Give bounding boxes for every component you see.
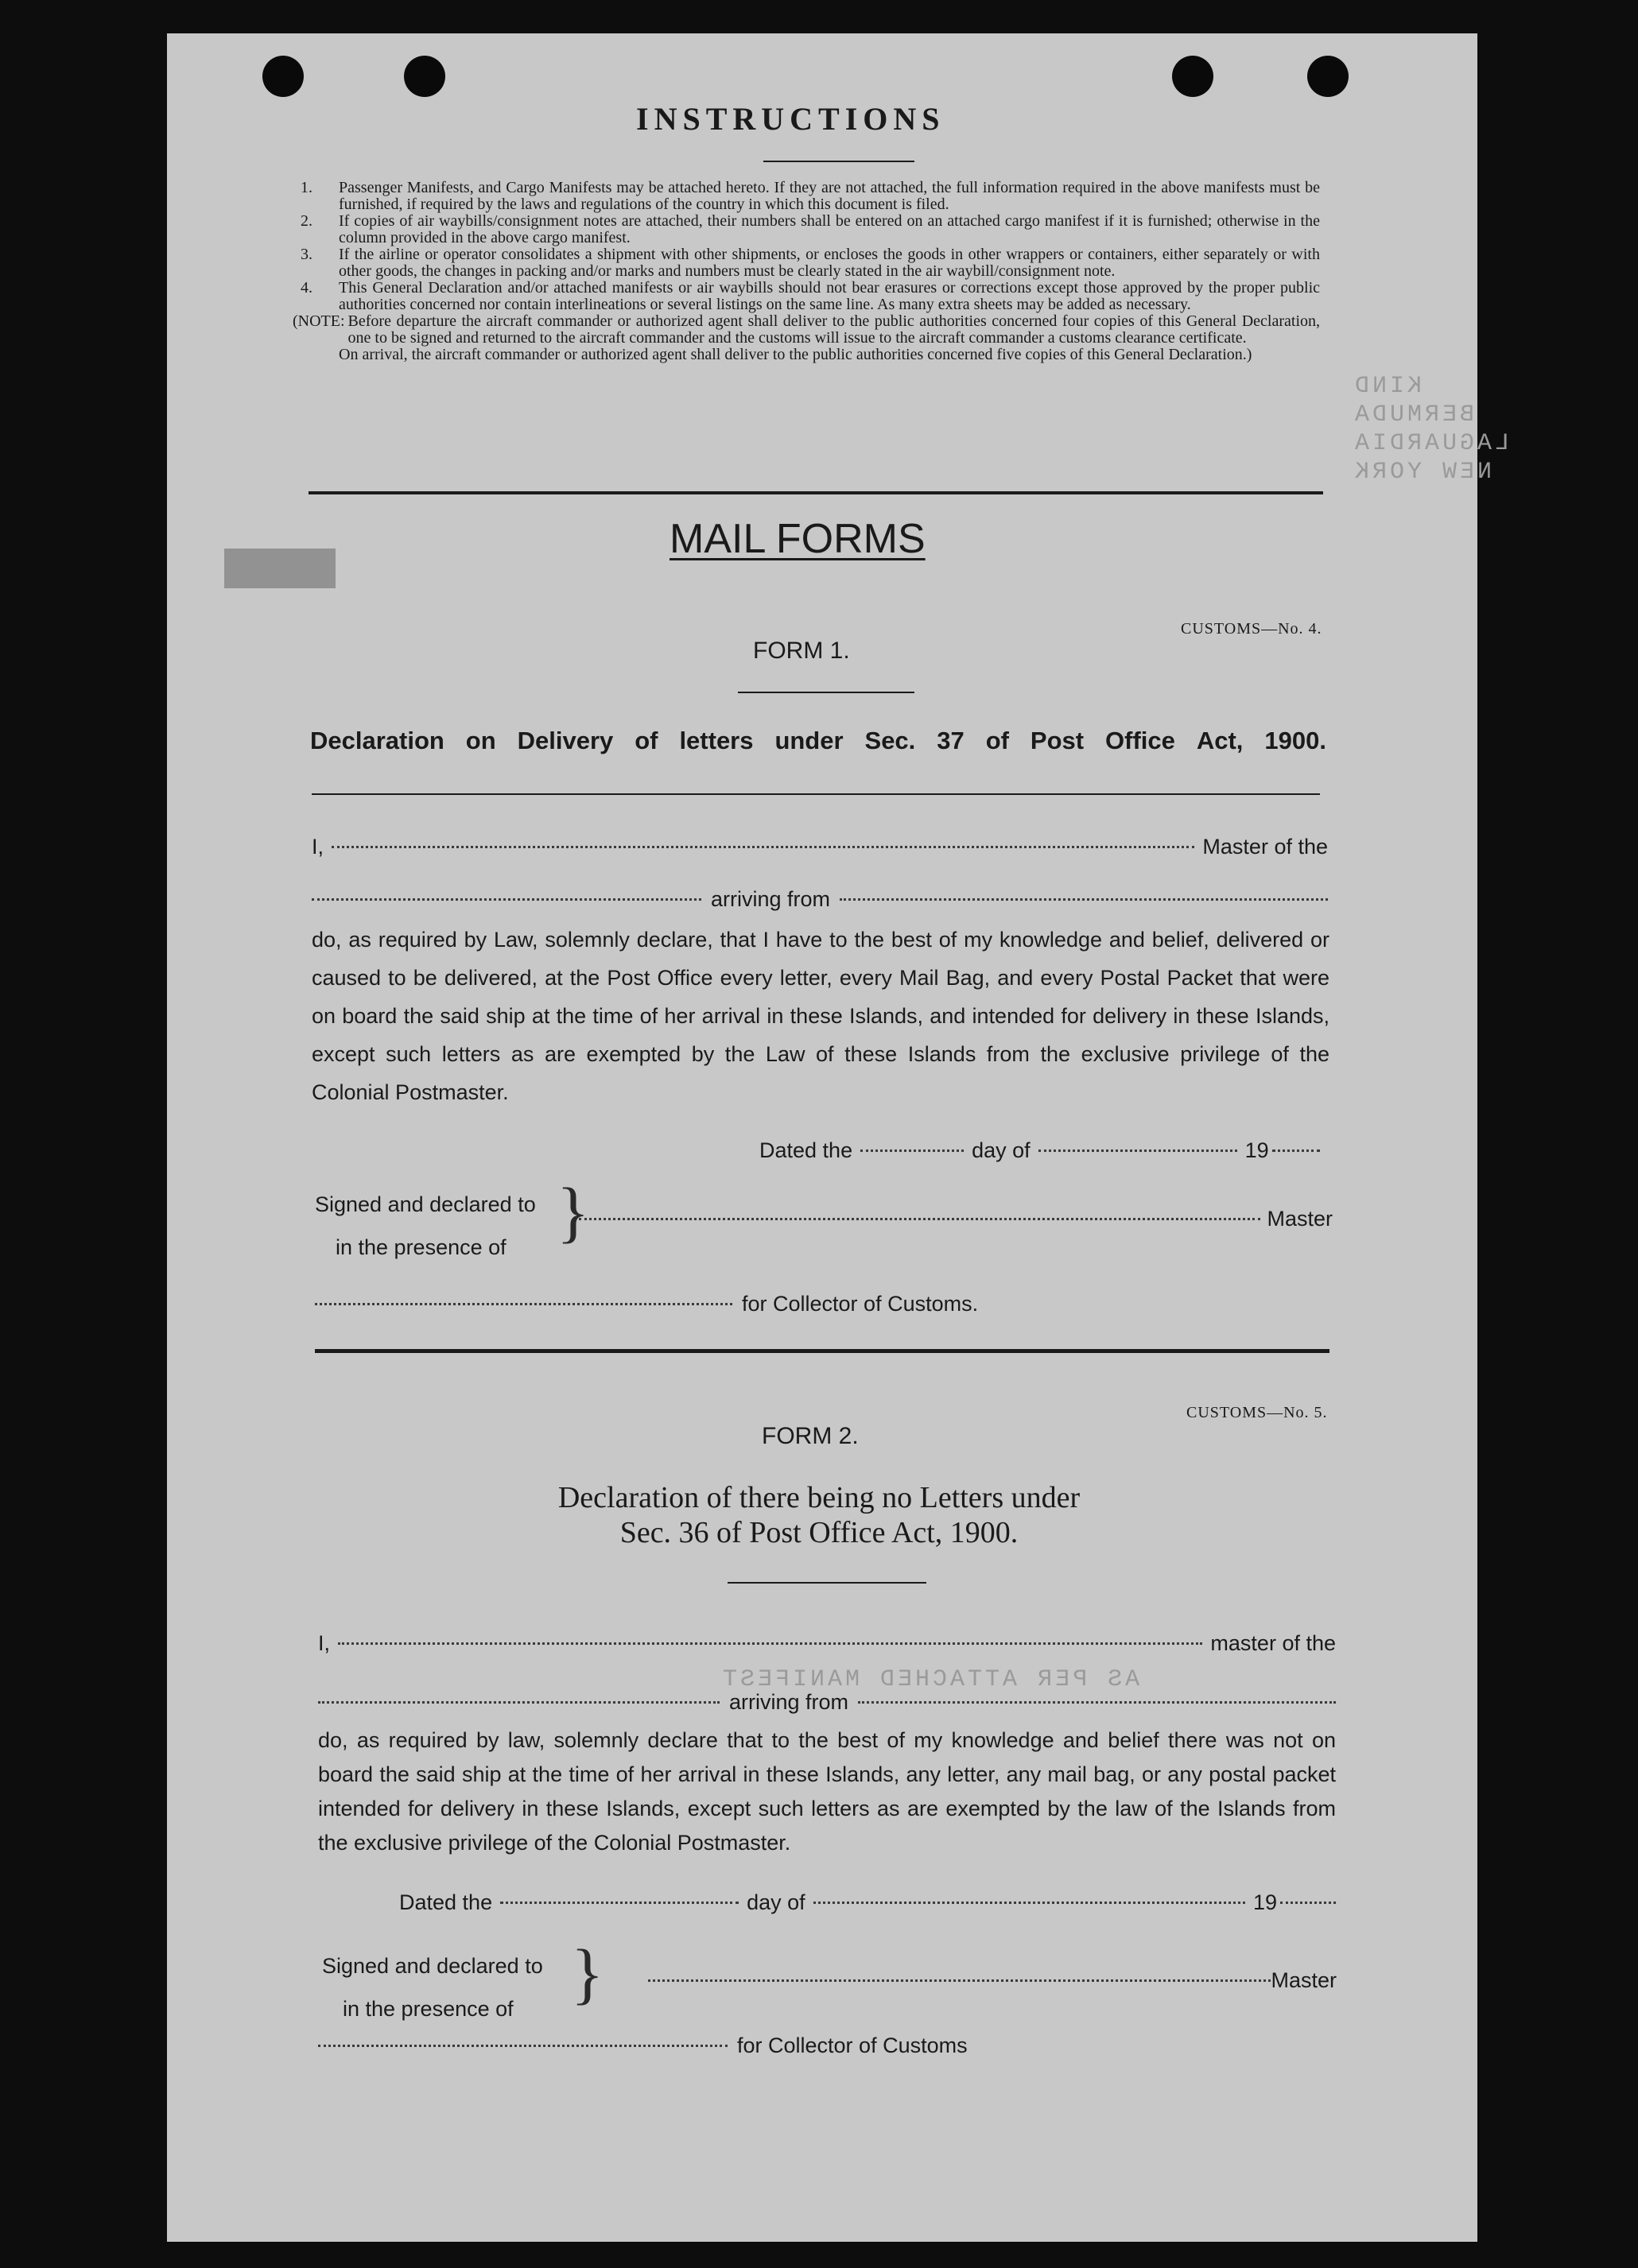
form2-i-label: I,	[318, 1631, 331, 1655]
form1-heading	[310, 727, 1326, 755]
form1-i-label: I,	[312, 835, 324, 859]
collector-label: for Collector of Customs.	[742, 1292, 979, 1316]
form1-body: do, as required by Law, solemnly declare, that I have to the best of my knowledge and belief, delivered or caused to be delivered, at the Post Office every letter, every Mail Bag, and every Postal Packet that were on board the said ship at the time of her arrival in these Islands, and intended for delivery in these Islands, except such letters as are exempted by the Law of these Islands from the exclusive privilege of the Colonial Postmaster.	[312, 928, 1329, 1104]
ship-name-field[interactable]	[312, 898, 701, 901]
bleed-line: LAGUARDIA	[1352, 430, 1510, 457]
master-signature-field[interactable]	[579, 1218, 1260, 1220]
form1-heading-word: Act,	[1196, 727, 1244, 754]
form1-title: FORM 1.	[753, 638, 850, 664]
dated-label: Dated the	[399, 1890, 493, 1914]
form2-title: FORM 2.	[762, 1423, 859, 1449]
form1-customs-number: CUSTOMS—No. 4.	[1181, 620, 1322, 638]
ink-smudge	[224, 549, 336, 588]
form1-heading-word: 37	[937, 727, 965, 754]
year-label: 19	[1252, 1890, 1277, 1914]
instruction-item	[301, 246, 1320, 280]
master-name-field[interactable]	[332, 846, 1194, 848]
form1-arriving-label: arriving from	[711, 887, 831, 911]
instruction-item	[301, 180, 1320, 213]
instruction-note	[293, 312, 1320, 347]
form1-master-of-label: Master of the	[1202, 835, 1328, 859]
form2-dated-line	[399, 1890, 1336, 1915]
form1-master-line	[312, 835, 1328, 859]
form2-master-of-label: master of the	[1210, 1631, 1336, 1655]
form2-arriving-line	[318, 1690, 1336, 1715]
year-label: 19	[1244, 1138, 1269, 1162]
instruction-number: 4.	[301, 279, 312, 297]
instruction-number: 3.	[301, 246, 312, 263]
instruction-note-2	[301, 347, 1320, 363]
form1-collector-line	[315, 1292, 978, 1316]
signed-line: Signed and declared to	[315, 1192, 536, 1216]
form2-arriving-label: arriving from	[729, 1690, 849, 1714]
ship-name-field[interactable]	[318, 1701, 720, 1704]
punch-hole-3	[1172, 56, 1213, 97]
presence-line: in the presence of	[343, 1997, 514, 2021]
year-field[interactable]	[1272, 1150, 1320, 1152]
instruction-text: Passenger Manifests, and Cargo Manifests may be attached hereto. If they are not attached, the full information required in the above manifests must be furnished, if required by the laws and regulations of the country in which this document is filed.	[339, 179, 1320, 213]
month-field[interactable]	[1038, 1150, 1237, 1152]
punch-hole-1	[262, 56, 304, 97]
form1-heading-word: Office	[1105, 727, 1175, 754]
year-field[interactable]	[1280, 1902, 1336, 1904]
punch-hole-2	[404, 56, 445, 97]
instruction-item	[301, 213, 1320, 246]
form1-heading-word: letters	[679, 727, 754, 754]
day-of-label: day of	[747, 1890, 805, 1914]
form2-heading-line1: Declaration of there being no Letters under	[557, 1481, 1081, 1514]
instructions-rule	[763, 161, 914, 162]
bleed-line: KIND	[1352, 373, 1423, 400]
instruction-text: If the airline or operator consolidates a shipment with other shipments, or encloses the goods in other wrappers or containers, either separately or with other goods, the changes in packing and/or marks and numbers must be clearly stated in the air waybill/consignment note.	[339, 246, 1320, 280]
form1-heading-word: Delivery	[517, 727, 614, 754]
form1-heading-word: Declaration	[310, 727, 444, 754]
master-signature-field[interactable]	[648, 1979, 1271, 1982]
form2-customs-number: CUSTOMS—No. 5.	[1186, 1404, 1328, 1421]
note-text: On arrival, the aircraft commander or authorized agent shall deliver to the public authorities concerned five copies of this General Declaration.)	[339, 346, 1252, 363]
master-label: Master	[1267, 1207, 1333, 1231]
master-name-field[interactable]	[338, 1642, 1202, 1645]
form1-heading-word: Sec.	[864, 727, 916, 754]
collector-signature-field[interactable]	[315, 1303, 732, 1305]
instructions-list	[293, 179, 1320, 363]
form1-arriving-line	[312, 887, 1328, 912]
instruction-item	[301, 280, 1320, 313]
form2-heading-line2: Sec. 36 of Post Office Act, 1900.	[619, 1516, 1019, 1549]
instruction-number: 1.	[301, 179, 312, 196]
month-field[interactable]	[813, 1902, 1245, 1904]
collector-label: for Collector of Customs	[737, 2033, 968, 2057]
bleed-line: BERMUDA	[1352, 401, 1475, 428]
form1-brace: }	[557, 1173, 590, 1250]
bleed-line: NEW YORK	[1352, 459, 1492, 486]
instruction-number: 2.	[301, 212, 312, 230]
presence-line: in the presence of	[336, 1235, 507, 1259]
punch-hole-4	[1307, 56, 1349, 97]
bleed-through-stamp	[1352, 372, 1509, 487]
instruction-text: This General Declaration and/or attached manifests or air waybills should not bear erasures or corrections except those approved by the proper public authorities concerned nor contain interlineations or several listings on the same line. As many extra sheets may be added as necessary.	[339, 279, 1320, 313]
day-of-label: day of	[972, 1138, 1031, 1162]
dated-label: Dated the	[759, 1138, 853, 1162]
form2-master-line	[318, 1631, 1336, 1656]
section-divider	[309, 491, 1323, 494]
arriving-from-field[interactable]	[840, 898, 1328, 901]
form2-body: do, as required by law, solemnly declare that to the best of my knowledge and belief there was not on board the said ship at the time of her arrival in these Islands, any letter, any mail bag, or any postal packet intended for delivery in these Islands, except such letters as are exempted by the law of the Islands from the exclusive privilege of the Colonial Postmaster.	[318, 1728, 1336, 1855]
form2-master-sign-line	[648, 1968, 1337, 1993]
mail-forms-title: MAIL FORMS	[670, 516, 926, 562]
form1-heading-word: Post	[1030, 727, 1085, 754]
form1-heading-word: of	[635, 727, 658, 754]
form1-heading-word: 1900.	[1264, 727, 1326, 754]
date-field[interactable]	[500, 1902, 739, 1904]
master-label: Master	[1271, 1968, 1337, 1992]
instructions-title: INSTRUCTIONS	[636, 101, 945, 137]
form2-heading	[445, 1480, 1193, 1550]
form1-heading-word: of	[985, 727, 1009, 754]
note-label: (NOTE:	[293, 312, 345, 330]
form1-dated-line	[759, 1138, 1332, 1163]
form-divider	[315, 1349, 1329, 1353]
instruction-text: If copies of air waybills/consignment notes are attached, their numbers shall be entered on an attached cargo manifest if it is furnished; otherwise in the column provided in the above cargo manifest.	[339, 212, 1320, 246]
form1-heading-rule	[312, 793, 1320, 795]
form1-heading-word: on	[465, 727, 496, 754]
form1-heading-word: under	[774, 727, 844, 754]
signed-line: Signed and declared to	[322, 1954, 543, 1978]
form2-signed-label	[322, 1944, 543, 2030]
form2-collector-line	[318, 2033, 968, 2058]
form2-brace: }	[571, 1935, 604, 2011]
date-field[interactable]	[860, 1150, 964, 1152]
bleed-through-attached: AS PER ATTACHED MANIFEST	[720, 1666, 1140, 1693]
collector-signature-field[interactable]	[318, 2045, 728, 2047]
form2-heading-rule	[728, 1582, 926, 1584]
form1-signed-label	[315, 1183, 536, 1269]
form1-title-rule	[738, 692, 914, 693]
arriving-from-field[interactable]	[858, 1701, 1336, 1704]
form1-master-sign-line	[579, 1207, 1333, 1231]
note-text: Before departure the aircraft commander or authorized agent shall deliver to the public authorities concerned four copies of this General Declaration, one to be signed and returned to the aircraft commander and the customs will issue to the aircraft commander a customs clearance certificate.	[347, 312, 1320, 347]
